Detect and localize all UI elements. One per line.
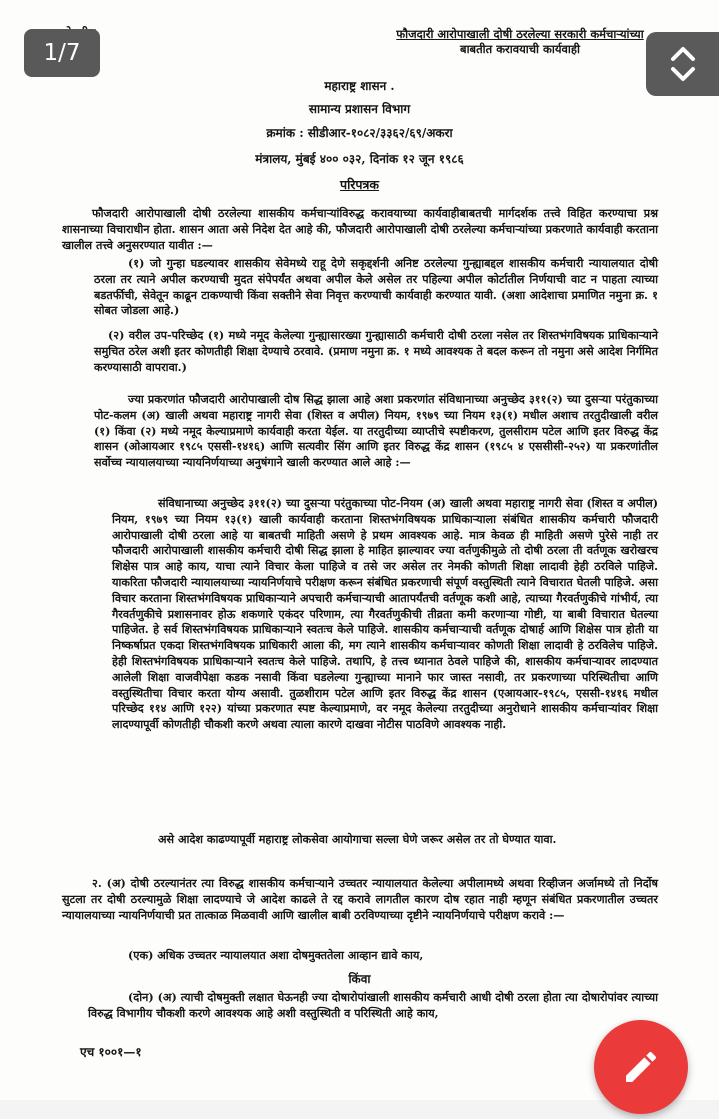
paragraph-clause-2: (२) वरील उप-परिच्छेद (१) मध्ये नमूद केलेल्या गुन्ह्यासारख्या गुन्ह्यासाठी कर्मचारी दोषी ठरला नसेल तर शिस्तभंगविषयक प्राधिकाऱ्याने समुचित ठरेल अशी इतर कोणतीही शिक्षा देण्याचे ठरवावे. (प्रमाण नमुना क्र. १ मध्ये आवश्यक ते बदल करून तो नमुना असे आदेश निर्गमित करण्यासाठी वापरावा.) bbox=[94, 328, 658, 374]
pencil-icon bbox=[621, 1047, 661, 1087]
order-number: क्रमांक : सीडीआर-१०८२/३३६२/६९/अकरा bbox=[266, 126, 453, 140]
paragraph-clause-1: (१) जो गुन्हा घडल्यावर शासकीय सेवेमध्ये राहू देणे सकृद्दर्शनी अनिष्ट ठरलेल्या गुन्ह्याबद्दल शासकीय कर्मचारी न्यायालयात दोषी ठरला तर त्याने अपील करण्याची मुदत संपेपर्यंत अथवा अपील केले असेल तर पहिल्या अपील कोर्टातील निर्णयाची वाट न पाहता त्याच्या बडतर्फीची, सेवेतून काढून टाकण्याची किंवा सक्तीने सेवा निवृत्त करण्याची कार्यवाही करण्यात यावी. (अशा आदेशाचा प्रमाणित नमुना क्र. १ सोबत जोडला आहे.) bbox=[94, 256, 658, 318]
paragraph-mpsc: असे आदेश काढण्यापूर्वी महाराष्ट्र लोकसेवा आयोगाचा सल्ला घेणे जरूर असेल तर तो घेण्यात यावा. bbox=[158, 832, 557, 846]
paragraph-item-two: (दोन) (अ) त्याची दोषमुक्ती लक्षात घेऊनही ज्या दोषारोपांखाली शासकीय कर्मचारी आधी दोषी ठरला होता त्या दोषारोपांवर त्याच्या विरुद्ध विभागीय चौकशी करणे आवश्यक आहे अशी वस्तुस्थिती व परिस्थिती आहे काय, bbox=[88, 990, 658, 1020]
department-name: सामान्य प्रशासन विभाग bbox=[308, 102, 411, 116]
paragraph-or: किंवा bbox=[348, 972, 371, 986]
government-name: महाराष्ट्र शासन . bbox=[324, 79, 395, 93]
place-date: मंत्रालय, मुंबई ४०० ०३२, दिनांक १२ जून १९८६ bbox=[255, 152, 464, 166]
header-subject-line2: बाबतीत करावयाची कार्यवाही bbox=[460, 42, 580, 56]
header-subject-line1: फौजदारी आरोपाखाली दोषी ठरलेल्या सरकारी कर्मचाऱ्यांच्या bbox=[396, 27, 644, 41]
paragraph-item-one: (एक) अधिक उच्चतर न्यायालयात अशा दोषमुक्ततेला आव्हान द्यावे काय, bbox=[128, 948, 424, 962]
page-indicator: 1/7 bbox=[24, 29, 100, 77]
paragraph-section-2: २. (अ) दोषी ठरल्यानंतर त्या विरुद्ध शासकीय कर्मचाऱ्याने उच्चतर न्यायालयात केलेल्या अपीलामध्ये अथवा रिव्हीजन अर्जामध्ये तो निर्दोष सुटला तर दोषी ठरल्यामुळे शिक्षा लादण्याचे जे आदेश काढले ते रद्द करावे लागतील कारण दोष रहात नाही म्हणून संबंधित प्रकरणातील उच्चतर न्यायालयाच्या न्यायनिर्णयाची प्रत तात्काळ मिळवावी आणि खालील बाबी ठरविण्याच्या दृष्टीने न्यायनिर्णयाचे परीक्षण करावे :— bbox=[62, 876, 658, 922]
paragraph-intro: फौजदारी आरोपाखाली दोषी ठरलेल्या शासकीय कर्मचाऱ्यांविरुद्ध करावयाच्या कार्यवाहीबाबतची मार्गदर्शक तत्त्वे विहित करण्याचा प्रश्न शासनाच्या विचाराधीन होता. शासन आता असे निदेश देत आहे की, फौजदारी आरोपाखाली दोषी ठरलेल्या कर्मचाऱ्यांच्या प्रकरणाते कार्यवाही करताना खालील तत्त्वे अनुसरण्यात यावीत :— bbox=[62, 206, 658, 252]
circular-title: परिपत्रक bbox=[339, 177, 380, 192]
header-subject bbox=[360, 27, 680, 57]
page-nav-button[interactable] bbox=[646, 32, 719, 96]
edit-button[interactable] bbox=[594, 1020, 688, 1114]
chevron-up-down-icon bbox=[668, 41, 698, 87]
footer-code: एच १००१—१ bbox=[80, 1045, 142, 1059]
paragraph-constitution: संविधानाच्या अनुच्छेद ३११(२) च्या दुसऱ्या परंतुकाच्या पोट-नियम (अ) खाली अथवा महाराष्ट्र नागरी सेवा (शिस्त व अपील) नियम, १९७९ च्या नियम १३(१) खाली कार्यवाही करताना शिस्तभंगविषयक प्राधिकाऱ्याला संबंधित शासकीय कर्मचारी फौजदारी आरोपाखाली दोषी ठरला आहे या बाबतची माहिती असणे हे प्रथम आवश्यक आहे. मात्र केवळ ही माहिती असणे पुरेसे नाही तर फौजदारी आरोपाखाली शासकीय कर्मचारी दोषी सिद्ध झाला हे माहित झाल्यावर ज्या वर्तणुकीमुळे तो दोषी ठरला ती वर्तणूक खरोखरच शिक्षेस पात्र आहे काय, याचा त्याने विचार केला पाहिजे व तसे जर असेल तर नेमकी कोणती शिक्षा लादावी हेही ठरविले पाहिजे. याकरिता फौजदारी न्यायालयाच्या न्यायनिर्णयाचे परीक्षण करून संबंधित प्रकरणाची संपूर्ण वस्तुस्थिती त्याने विचारात घेतली पाहिजे. असा विचार करताना शिस्तभंगविषयक प्राधिकाऱ्याने अपचारी कर्मचाऱ्याची आतापर्यंतची वर्तणूक कशी आहे, त्याच्या गैरवर्तणुकीचे गांभीर्य, त्या गैरवर्तणुकीचे प्रशासनावर होऊ शकणारे एकंदर परिणाम, त्या गैरवर्तणुकीची तीव्रता कमी करणाऱ्या गोष्टी, या बाबी विचारात घेतल्या पाहिजेत. हे सर्व शिस्तभंगविषयक प्राधिकाऱ्याने स्वतःच केले पाहिजे. शासकीय कर्मचाऱ्याची वर्तणूक दोषार्ह आणि शिक्षेस पात्र होती या निष्कर्षाप्रत एकदा शिस्तभंगविषयक प्राधिकारी आला की, मग त्याने शासकीय कर्मचाऱ्यावर कोणती शिक्षा लादावी हे ठरविलेच पाहिजे. हेही शिस्तभंगविषयक प्राधिकाऱ्याने स्वतःच केले पाहिजे. तथापि, हे तत्त्व ध्यानात ठेवले पाहिजे की, शासकीय कर्मचाऱ्यावर लादण्यात आलेली शिक्षा वाजवीपेक्षा कडक नसावी किंवा घडलेल्या गुन्ह्याच्या मानाने फार जास्त नसावी, तर प्रकरणाच्या परिस्थितीचा आणि वस्तुस्थितीचा विचार करता योग्य असावी. तुळशीराम पटेल आणि इतर विरुद्ध केंद्र शासन (एआयआर-१९८५, एससी-१४१६ मधील परिच्छेद ११४ आणि १२२) यांच्या प्रकरणात स्पष्ट केल्याप्रमाणे, वर नमूद केलेल्या तरतुदीच्या अनुरोधाने शासकीय कर्मचाऱ्यांवर शिक्षा लादण्यापूर्वी कोणतीही चौकशी करणे अथवा त्याला कारणे दाखवा नोटीस पाठविणे आवश्यक नाही. bbox=[112, 496, 658, 732]
paragraph-conviction-cases: ज्या प्रकरणांत फौजदारी आरोपाखाली दोष सिद्ध झाला आहे अशा प्रकरणांत संविधानाच्या अनुच्छेद ३११(२) च्या दुसऱ्या परंतुकाच्या पोट-कलम (अ) खाली अथवा महाराष्ट्र नागरी सेवा (शिस्त व अपील) नियम, १९७९ च्या नियम १३(१) मधील अशाच तरतुदीखाली वरील (१) किंवा (२) मध्ये नमूद केल्याप्रमाणे कार्यवाही करता येईल. या तरतुदीच्या व्याप्तीचे स्पष्टीकरण, तुलसीराम पटेल आणि इतर विरुद्ध केंद्र शासन (ओआयआर १९८५ एससी-१४१६) आणि सत्यवीर सिंग आणि इतर विरुद्ध केंद्र शासन (१९८५ ४ एससीसी-२५२) या प्रकरणांतील सर्वोच्च न्यायालयाच्या न्यायनिर्णयाच्या अनुषंगाने खाली करण्यात आले आहे :— bbox=[94, 392, 658, 470]
